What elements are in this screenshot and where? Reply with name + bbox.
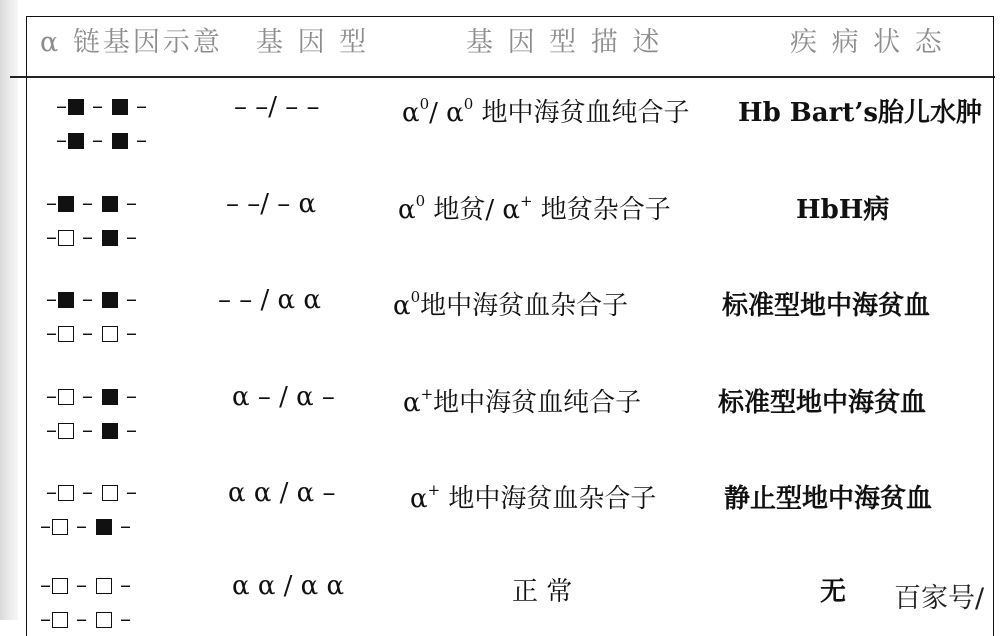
watermark: 百家号/ [894, 583, 985, 614]
description-text: 地中海贫血杂合子 [420, 291, 629, 321]
normal-gene-square [102, 326, 118, 342]
gene-diagram-line [40, 514, 132, 539]
gene-diagram-line [46, 480, 138, 505]
genotype-cell: – – / α α [218, 285, 321, 315]
gene-connector: – [46, 384, 58, 409]
gene-connector: – [40, 514, 52, 539]
disease-status-cell: HbH病 [796, 195, 890, 225]
description-cell [393, 285, 628, 322]
header-disease-status: 疾 病 状 态 [790, 27, 945, 58]
gene-connector: – [74, 287, 102, 312]
gene-connector: – [128, 94, 148, 119]
disease-status-cell: Hb Bart’s胎儿水肿 [738, 98, 983, 128]
description-text: α [403, 388, 421, 418]
gene-connector: – [40, 573, 52, 598]
gene-connector: – [128, 128, 148, 153]
gene-diagram-line [46, 384, 138, 409]
gene-diagram-line [46, 287, 138, 312]
deleted-gene-square [112, 133, 128, 149]
gene-diagram-line [56, 128, 148, 153]
deleted-gene-square [102, 292, 118, 308]
normal-gene-square [58, 485, 74, 501]
genotype-cell: α α / α – [228, 478, 336, 508]
superscript-label: 0 [410, 288, 421, 307]
genotype-cell: α – / α – [232, 382, 335, 412]
description-text: α [393, 291, 411, 321]
description-text: 地贫/ α [425, 195, 520, 225]
disease-status-cell: 标准型地中海贫血 [722, 291, 931, 321]
description-cell [410, 478, 656, 515]
gene-diagram-line [46, 225, 138, 250]
page-edge-shadow [0, 0, 18, 620]
normal-gene-square [58, 230, 74, 246]
genotype-cell: – –/ – α [226, 189, 317, 219]
description-text: α [402, 98, 420, 128]
description-text: α [398, 195, 416, 225]
header-divider [10, 76, 995, 78]
superscript-label: + [420, 385, 434, 404]
deleted-gene-square [102, 389, 118, 405]
description-text: 地中海贫血杂合子 [440, 484, 657, 514]
gene-diagram-line [46, 321, 138, 346]
deleted-gene-square [112, 99, 128, 115]
gene-connector: – [74, 480, 102, 505]
header-genotype-description: 基 因 型 描 述 [466, 27, 663, 58]
gene-connector: – [74, 384, 102, 409]
normal-gene-square [96, 612, 112, 628]
normal-gene-square [58, 389, 74, 405]
gene-diagram-line [46, 418, 138, 443]
deleted-gene-square [102, 423, 118, 439]
gene-connector: – [118, 418, 138, 443]
gene-connector: – [46, 191, 58, 216]
gene-connector: – [118, 287, 138, 312]
gene-connector: – [112, 607, 132, 632]
genotype-cell: α α / α α [232, 571, 345, 601]
gene-connector: – [112, 573, 132, 598]
gene-connector: – [46, 418, 58, 443]
deleted-gene-square [58, 292, 74, 308]
description-text: 地中海贫血纯合子 [433, 388, 642, 418]
gene-connector: – [56, 94, 68, 119]
normal-gene-square [96, 578, 112, 594]
superscript-label: 0 [419, 95, 430, 114]
normal-gene-square [52, 612, 68, 628]
gene-connector: – [118, 225, 138, 250]
superscript-label: + [427, 481, 441, 500]
gene-diagram-line [56, 94, 148, 119]
gene-connector: – [118, 480, 138, 505]
normal-gene-square [58, 423, 74, 439]
description-cell [402, 92, 690, 129]
normal-gene-square [52, 519, 68, 535]
gene-diagram-line [40, 573, 132, 598]
description-cell [512, 571, 572, 608]
deleted-gene-square [102, 196, 118, 212]
gene-connector: – [40, 607, 52, 632]
disease-status-cell: 标准型地中海贫血 [718, 388, 927, 418]
gene-connector: – [46, 321, 58, 346]
disease-status-cell: 无 [820, 577, 847, 607]
deleted-gene-square [96, 519, 112, 535]
gene-diagram-line [46, 191, 138, 216]
gene-connector: – [118, 321, 138, 346]
gene-connector: – [84, 128, 112, 153]
normal-gene-square [52, 578, 68, 594]
gene-connector: – [112, 514, 132, 539]
gene-connector: – [56, 128, 68, 153]
gene-connector: – [46, 287, 58, 312]
description-text: 地中海贫血纯合子 [473, 98, 690, 128]
superscript-label: 0 [463, 95, 474, 114]
gene-connector: – [46, 225, 58, 250]
gene-connector: – [68, 607, 96, 632]
superscript-label: + [519, 192, 533, 211]
gene-connector: – [118, 191, 138, 216]
description-cell [403, 382, 641, 419]
gene-connector: – [74, 191, 102, 216]
description-text: / α [429, 98, 464, 128]
deleted-gene-square [102, 230, 118, 246]
gene-connector: – [46, 480, 58, 505]
gene-connector: – [74, 418, 102, 443]
gene-connector: – [74, 321, 102, 346]
normal-gene-square [102, 485, 118, 501]
description-text: 正 常 [512, 577, 573, 607]
normal-gene-square [58, 326, 74, 342]
deleted-gene-square [58, 196, 74, 212]
header-genotype: 基 因 型 [256, 27, 370, 58]
gene-connector: – [68, 514, 96, 539]
gene-connector: – [74, 225, 102, 250]
description-cell [398, 189, 671, 226]
deleted-gene-square [68, 133, 84, 149]
gene-connector: – [84, 94, 112, 119]
deleted-gene-square [68, 99, 84, 115]
description-text: 地贫杂合子 [532, 195, 671, 225]
genotype-cell: – –/ – – [234, 92, 320, 122]
gene-connector: – [118, 384, 138, 409]
superscript-label: 0 [415, 192, 426, 211]
disease-status-cell: 静止型地中海贫血 [724, 484, 933, 514]
header-gene-diagram: α 链基因示意 [40, 27, 223, 58]
description-text: α [410, 484, 428, 514]
gene-connector: – [68, 573, 96, 598]
